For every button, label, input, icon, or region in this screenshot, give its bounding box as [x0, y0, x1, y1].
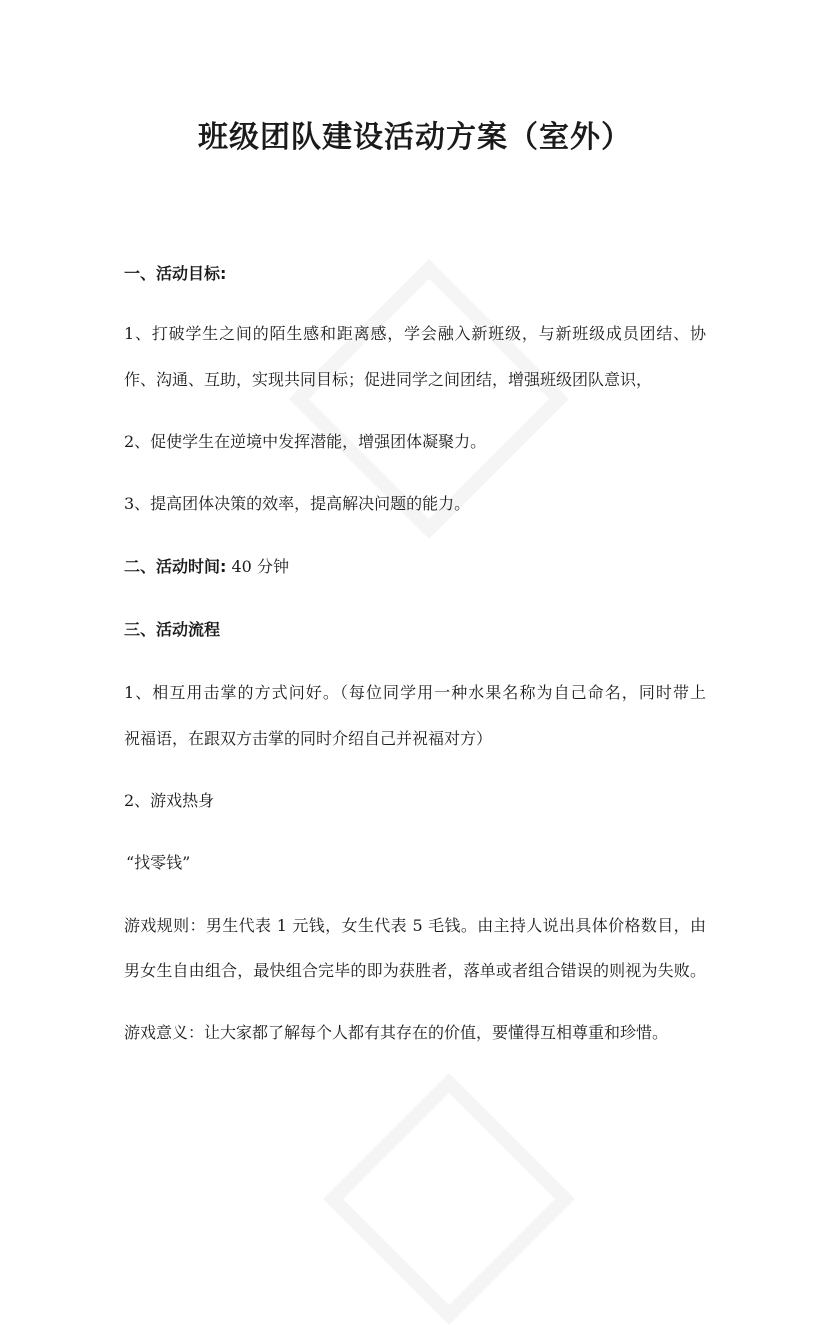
game-rules-line-1: 游戏规则：男生代表 1 元钱，女生代表 5 毛钱。由主持人说出具体价格数目，由	[124, 916, 706, 935]
section-heading-process: 三、活动流程	[124, 620, 221, 639]
document-title: 班级团队建设活动方案（室外）	[198, 120, 632, 155]
process-item-1-line-2: 祝福语，在跟双方击掌的同时介绍自己并祝福对方）	[124, 729, 493, 748]
watermark-logo	[323, 1073, 575, 1325]
goal-item-1-line-1: 1、打破学生之间的陌生感和距离感，学会融入新班级，与新班级成员团结、协	[124, 324, 706, 343]
time-value: 40 分钟	[226, 557, 289, 576]
game-name: “找零钱”	[126, 853, 191, 872]
section-heading-goals: 一、活动目标:	[124, 264, 227, 283]
game-meaning: 游戏意义：让大家都了解每个人都有其存在的价值，要懂得互相尊重和珍惜。	[124, 1023, 669, 1042]
section-time	[124, 557, 289, 577]
process-item-1-line-1: 1、相互用击掌的方式问好。（每位同学用一种水果名称为自己命名，同时带上	[124, 683, 706, 702]
process-item-2: 2、游戏热身	[124, 791, 215, 810]
section-heading-time: 二、活动时间:	[124, 557, 227, 576]
goal-item-2: 2、促使学生在逆境中发挥潜能，增强团体凝聚力。	[124, 432, 487, 451]
goal-item-1-line-2: 作、沟通、互助，实现共同目标；促进同学之间团结，增强班级团队意识，	[124, 370, 653, 389]
game-rules-line-2: 男女生自由组合，最快组合完毕的即为获胜者，落单或者组合错误的则视为失败。	[124, 961, 706, 980]
goal-item-3: 3、提高团体决策的效率，提高解决问题的能力。	[124, 494, 471, 513]
